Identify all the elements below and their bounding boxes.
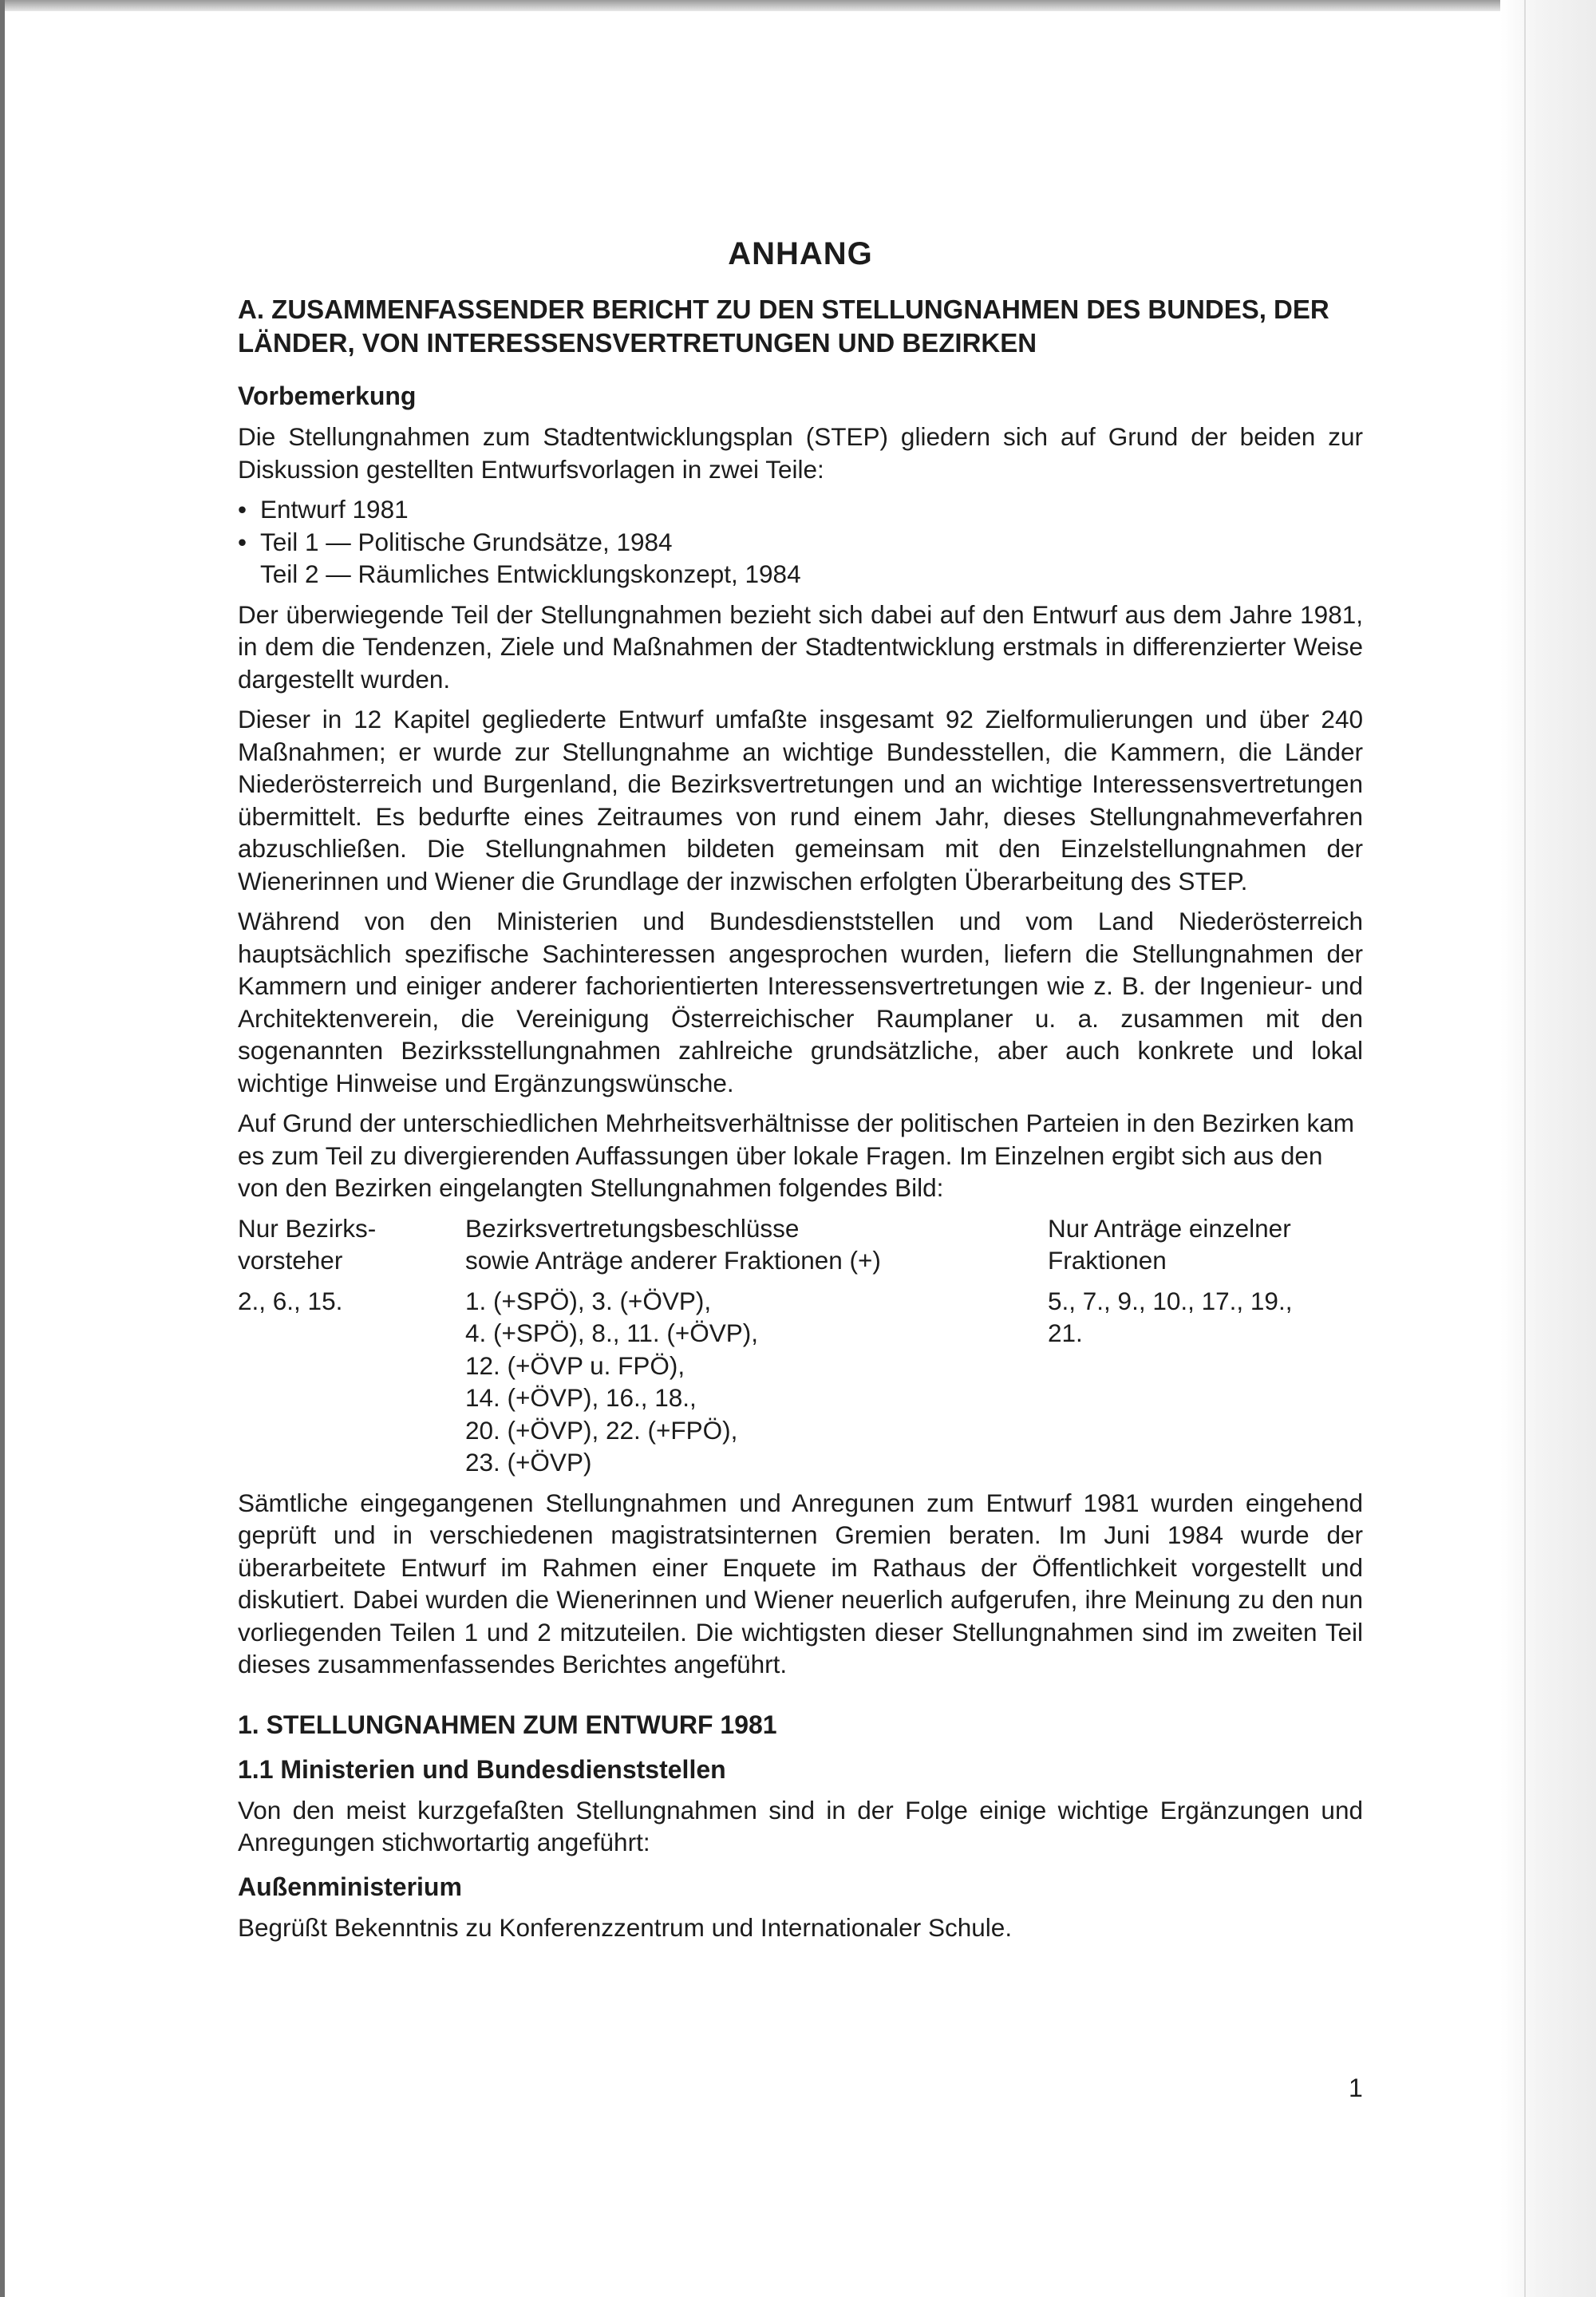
page-content xyxy=(238,236,1363,1951)
vorbemerkung-intro: Die Stellungnahmen zum Stadtentwicklungsplan (STEP) gliedern sich auf Grund der beiden zur Diskussion gestellten Entwurfsvorlagen in zwei Teile: xyxy=(238,422,1363,484)
list-item: • Entwurf 1981 xyxy=(238,493,1363,526)
paragraph: Von den meist kurzgefaßten Stellungnahmen sind in der Folge einige wichtige Ergänzungen und Anregungen stichwortartig angeführt: xyxy=(238,1795,1363,1856)
paragraph: Auf Grund der unterschiedlichen Mehrheitsverhältnisse der politischen Parteien in den Bezirken kam es zum Teil zu divergierenden Auffassungen über lokale Fragen. Im Einzelnen ergibt sich aus den von den Bezirken eingelangten Stellungnahmen folgendes Bild: xyxy=(238,1109,1354,1202)
table-cell: 2., 6., 15. xyxy=(238,1286,343,1315)
scan-right-edge xyxy=(1500,0,1596,2297)
paragraph: Sämtliche eingegangenen Stellungnahmen und Anregunen zum Entwurf 1981 wurden eingehend geprüft und in verschiedenen magistratsinternen Gremien beraten. Im Juni 1984 wurde der überarbeitete Entwurf im Rahmen einer Enquete im Rathaus der Öffentlichkeit vorgestellt und diskutiert. Dabei wurden die Wienerinnen und Wiener neuerlich aufgerufen, ihre Meinung zu den nun vorliegenden Teilen 1 und 2 mitzuteilen. Die wichtigsten dieser Stellungnahmen sind im zweiten Teil dieses zusammenfassendes Berichtes angeführt. xyxy=(238,1488,1363,1678)
paragraph: Der überwiegende Teil der Stellungnahmen bezieht sich dabei auf den Entwurf aus dem Jahre 1981, in dem die Tendenzen, Ziele und Maßnahmen der Stadtentwicklung erstmals in differenzierter Weise dargestellt wurden. xyxy=(238,599,1363,694)
list-item: • Teil 1 — Politische Grundsätze, 1984 xyxy=(238,526,1363,559)
table-cell: 5., 7., 9., 10., 17., 19., 21. xyxy=(1048,1286,1293,1347)
scan-top-edge xyxy=(0,0,1596,11)
paragraph: Während von den Ministerien und Bundesdienststellen und vom Land Niederösterreich hauptsächlich spezifische Sachinteressen angesprochen wurden, liefern die Stellungnahmen der Kammern und einiger anderer fachorientierten Interessensvertretungen wie z. B. der Ingenieur- und Architektenverein, die Vereinigung Österreichischer Raumplaner u. a. zusammen mit den sogenannten Bezirksstellungnahmen zahlreiche grundsätzliche, aber auch konkrete und lokal wichtige Hinweise und Ergänzungswünsche. xyxy=(238,907,1363,1097)
page-number: 1 xyxy=(1349,2074,1363,2102)
table-header-cell: Nur Anträge einzelner Fraktionen xyxy=(1048,1213,1291,1275)
district-table xyxy=(238,1212,1363,1479)
paragraph: Dieser in 12 Kapitel gegliederte Entwurf umfaßte insgesamt 92 Zielformulierungen und über 240 Maßnahmen; er wurde zur Stellungnahme an wichtige Bundesstellen, die Kammern, die Länder Niederösterreich und Burgenland, die Bezirksvertretungen und an wichtige Interessensvertretungen übermittelt. Es bedurfte eines Zeitraumes von rund einem Jahr, dieses Stellungnahmeverfahren abzuschließen. Die Stellungnahmen bildeten gemeinsam mit den Einzelstellungnahmen der Wienerinnen und Wiener die Grundlage der inzwischen erfolgten Überarbeitung des STEP. xyxy=(238,705,1363,895)
table-header-cell: Nur Bezirks- vorsteher xyxy=(238,1213,377,1275)
page-title: ANHANG xyxy=(728,236,873,271)
scan-left-edge xyxy=(0,0,5,2297)
chapter-1-title: 1. STELLUNGNAHMEN ZUM ENTWURF 1981 xyxy=(238,1710,777,1739)
draft-list xyxy=(238,493,1363,591)
table-cell: 1. (+SPÖ), 3. (+ÖVP), 4. (+SPÖ), 8., 11. (+ÖVP), 12. (+ÖVP u. FPÖ), 14. (+ÖVP), 16., 18., 20. (+ÖVP), 22. (+FPÖ), 23. (+ÖVP) xyxy=(465,1286,759,1477)
table-header-cell: Bezirksvertretungsbeschlüsse sowie Anträge anderer Fraktionen (+) xyxy=(465,1213,881,1275)
section-a-title: A. ZUSAMMENFASSENDER BERICHT ZU DEN STELLUNGNAHMEN DES BUNDES, DER LÄNDER, VON INTERESSENSVERTRETUNGEN UND BEZIRKEN xyxy=(238,295,1329,358)
vorbemerkung-title: Vorbemerkung xyxy=(238,382,417,410)
subsection-1-1-title: 1.1 Ministerien und Bundesdienststellen xyxy=(238,1754,726,1784)
paragraph: Begrüßt Bekenntnis zu Konferenzzentrum und Internationaler Schule. xyxy=(238,1912,1013,1942)
aussenministerium-title: Außenministerium xyxy=(238,1872,462,1901)
list-item: Teil 2 — Räumliches Entwicklungskonzept, 1984 xyxy=(260,559,801,588)
